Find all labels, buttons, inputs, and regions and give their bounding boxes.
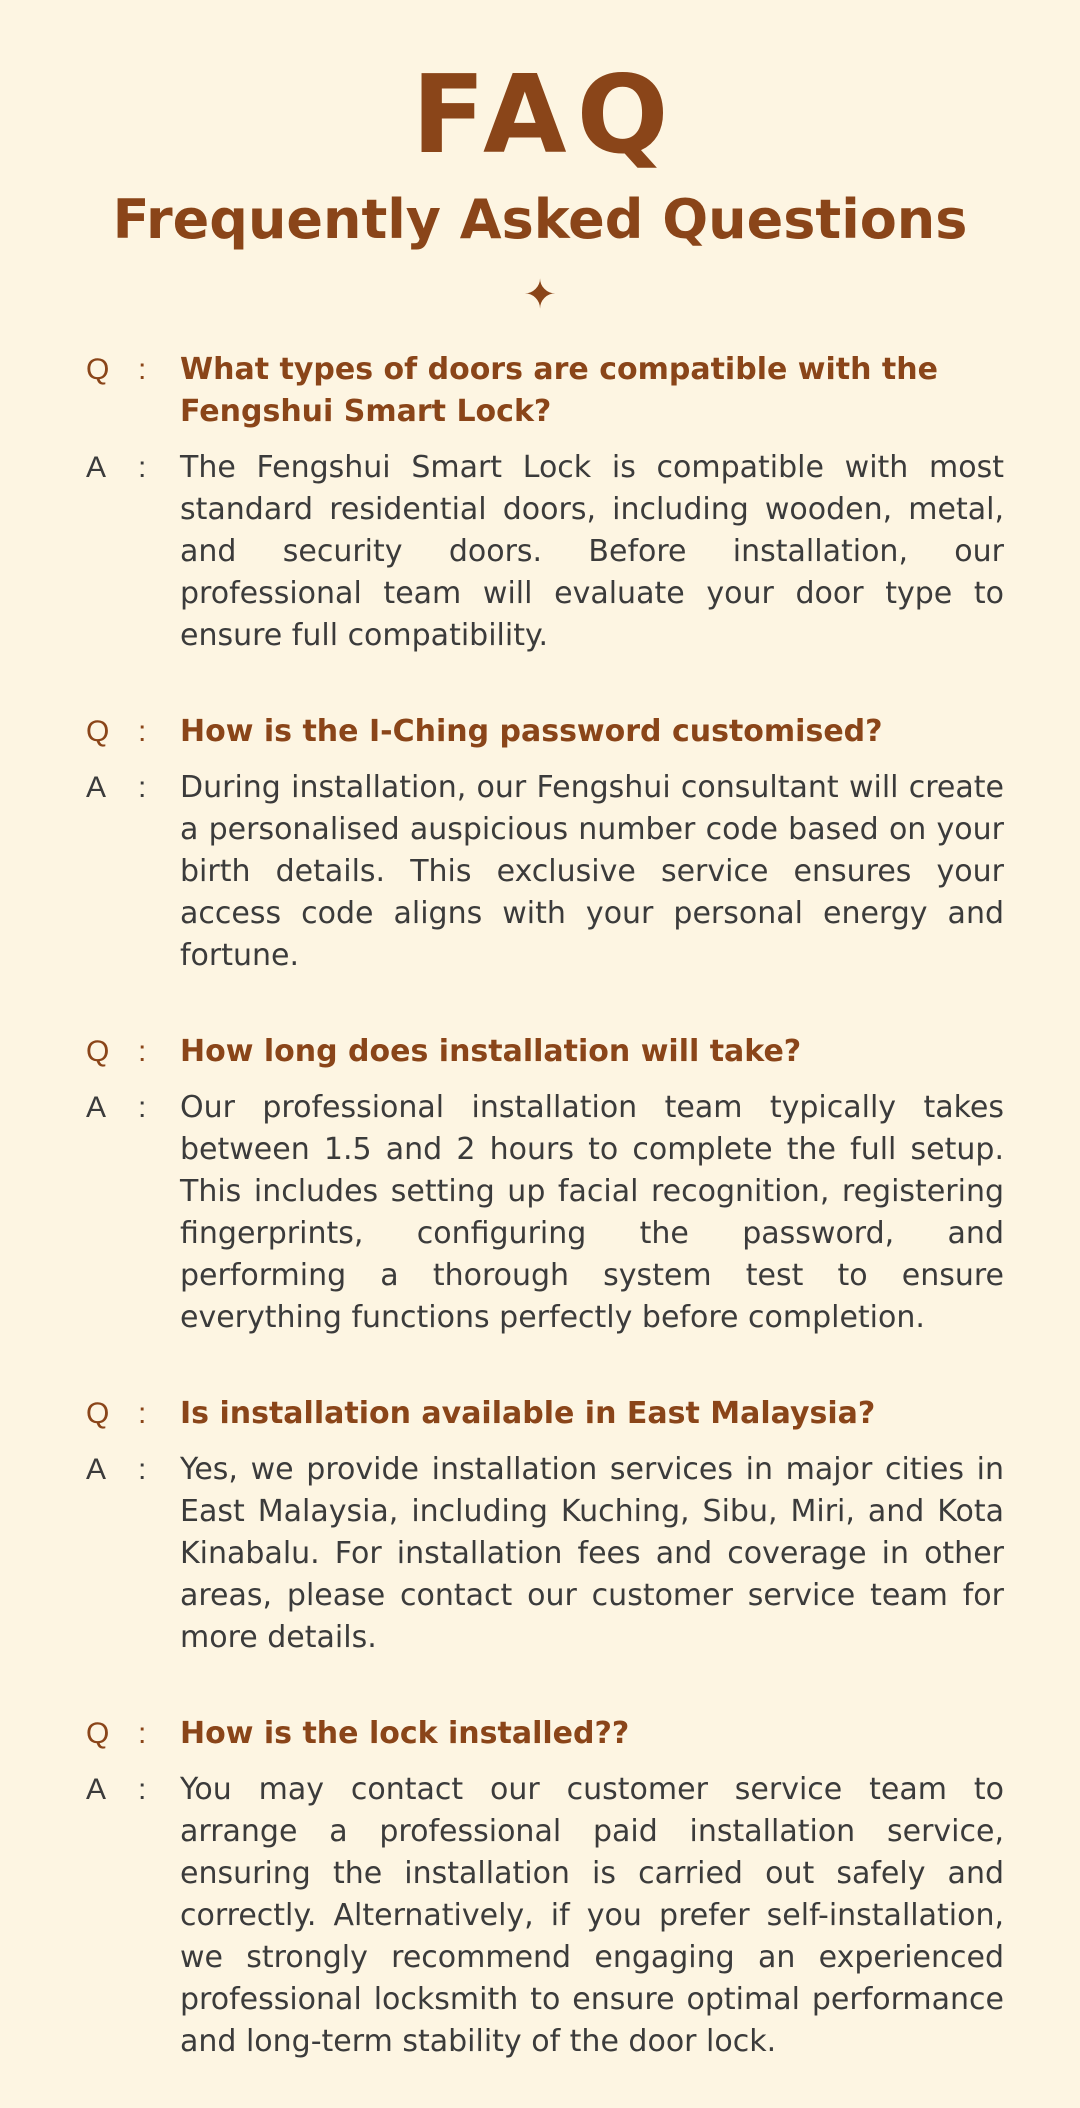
- question-colon: :: [138, 352, 147, 386]
- question-marker: Q: [86, 1716, 110, 1750]
- faq-item: [86, 1393, 1004, 1659]
- answer-row: [86, 1087, 1004, 1339]
- page-subtitle: Frequently Asked Questions: [112, 188, 968, 251]
- question-text: Is installation available in East Malaysia?: [180, 1395, 876, 1431]
- question-text: How is the I-Ching password customised?: [180, 713, 883, 749]
- faq-header: [0, 0, 1080, 315]
- answer-colon: :: [138, 1090, 147, 1124]
- question-colon: :: [138, 1716, 147, 1750]
- answer-marker: A: [86, 770, 107, 804]
- faq-item: [86, 1713, 1004, 2063]
- question-marker: Q: [86, 714, 110, 748]
- faq-item: [86, 1031, 1004, 1339]
- answer-marker: A: [86, 1772, 107, 1806]
- answer-text: Yes, we provide installation services in major cities in East Malaysia, including Kuching, Sibu, Miri, and Kota Kinabalu. For installation fees and coverage in other areas, please contact our customer service team for more details.: [180, 1451, 1004, 1655]
- answer-marker: A: [86, 450, 107, 484]
- question-row: [86, 1031, 1004, 1073]
- answer-text: You may contact our customer service team to arrange a professional paid installation service, ensuring the installation is carried out safely and correctly. Alternatively, if you prefer self-installation, we strongly recommend engaging an experienced professional locksmith to ensure optimal performance and long-term stability of the door lock.: [180, 1771, 1004, 2059]
- answer-colon: :: [138, 770, 147, 804]
- question-row: [86, 711, 1004, 753]
- answer-marker: A: [86, 1090, 107, 1124]
- question-text: What types of doors are compatible with the Fengshui Smart Lock?: [180, 351, 938, 429]
- question-text: How long does installation will take?: [180, 1033, 802, 1069]
- answer-row: [86, 767, 1004, 977]
- answer-marker: A: [86, 1452, 107, 1486]
- answer-row: [86, 1449, 1004, 1659]
- question-row: [86, 349, 1004, 433]
- page-title: FAQ: [411, 53, 679, 178]
- answer-colon: :: [138, 1452, 147, 1486]
- answer-colon: :: [138, 450, 147, 484]
- question-colon: :: [138, 1396, 147, 1430]
- question-text: How is the lock installed??: [180, 1715, 630, 1751]
- question-marker: Q: [86, 1396, 110, 1430]
- answer-row: [86, 447, 1004, 657]
- answer-text: Our professional installation team typically takes between 1.5 and 2 hours to complete the full setup. This includes setting up facial recognition, registering fingerprints, configuring the password, and performing a thorough system test to ensure everything functions perfectly before completion.: [180, 1089, 1004, 1335]
- four-point-star-icon: ✦: [523, 272, 557, 317]
- question-marker: Q: [86, 352, 110, 386]
- question-colon: :: [138, 714, 147, 748]
- answer-colon: :: [138, 1772, 147, 1806]
- answer-text: During installation, our Fengshui consultant will create a personalised auspicious number code based on your birth details. This exclusive service ensures your access code aligns with your personal energy and fortune.: [180, 769, 1004, 973]
- faq-item: [86, 349, 1004, 657]
- question-row: [86, 1713, 1004, 1755]
- question-row: [86, 1393, 1004, 1435]
- question-marker: Q: [86, 1034, 110, 1068]
- faq-item: [86, 711, 1004, 977]
- question-colon: :: [138, 1034, 147, 1068]
- answer-row: [86, 1769, 1004, 2063]
- answer-text: The Fengshui Smart Lock is compatible with most standard residential doors, including wooden, metal, and security doors. Before installation, our professional team will evaluate your door type to ensure full compatibility.: [180, 449, 1004, 653]
- faq-list: [0, 349, 1080, 2063]
